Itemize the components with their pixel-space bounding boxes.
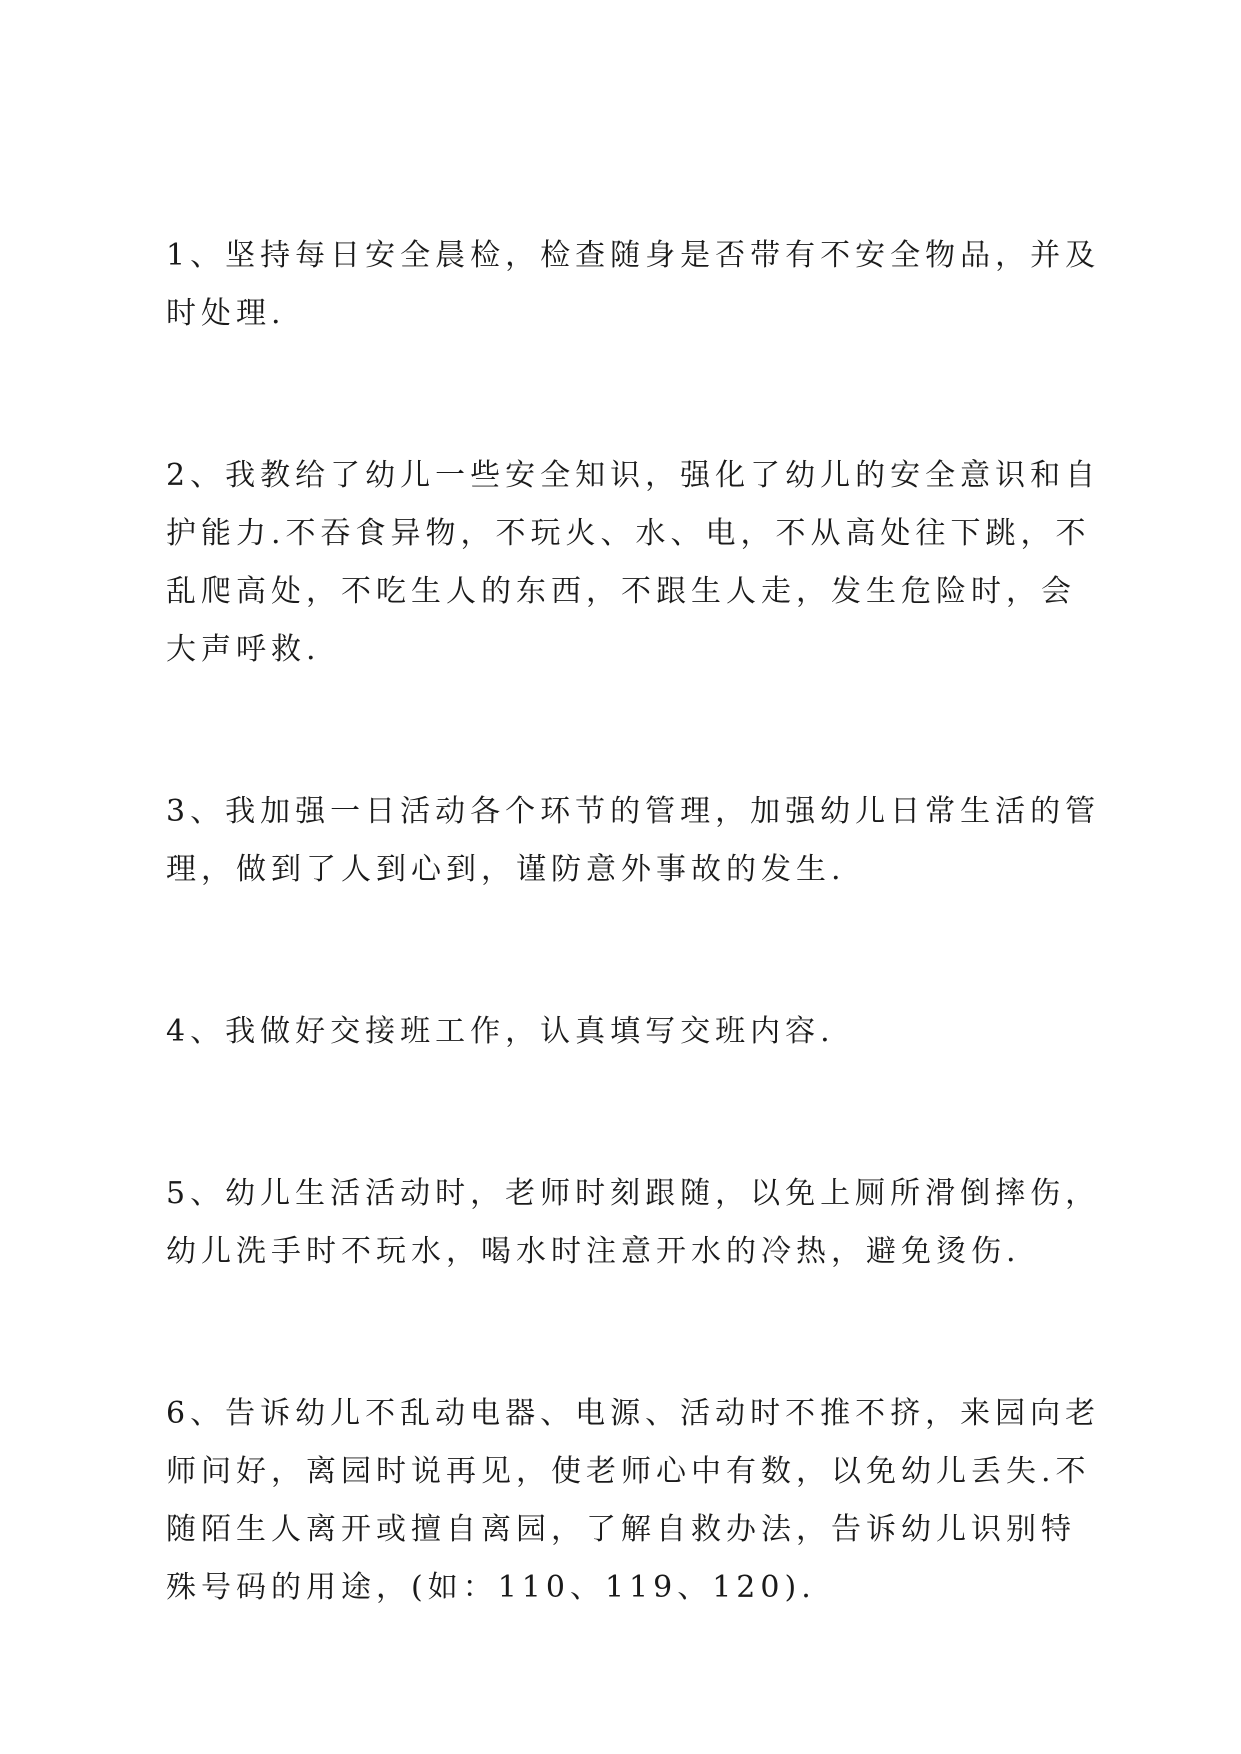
- paragraph-4: 4、我做好交接班工作，认真填写交班内容.: [166, 1014, 835, 1049]
- paragraph-1: 1、坚持每日安全晨检，检查随身是否带有不安全物品，并及时处理.: [166, 238, 1101, 331]
- paragraph-6: 6、告诉幼儿不乱动电器、电源、活动时不推不挤，来园向老师问好，离园时说再见，使老师心中有数，以免幼儿丢失.不随陌生人离开或擅自离园，了解自救办法，告诉幼儿识别特殊号码的用途，(如：110、119、120).: [166, 1396, 1101, 1605]
- paragraph-3: 3、我加强一日活动各个环节的管理，加强幼儿日常生活的管理，做到了人到心到，谨防意外事故的发生.: [166, 794, 1101, 887]
- paragraph-2: 2、我教给了幼儿一些安全知识，强化了幼儿的安全意识和自护能力.不吞食异物，不玩火、水、电，不从高处往下跳，不乱爬高处，不吃生人的东西，不跟生人走，发生危险时，会大声呼救.: [166, 458, 1101, 667]
- paragraph-5: 5、幼儿生活活动时，老师时刻跟随，以免上厕所滑倒摔伤，幼儿洗手时不玩水，喝水时注意开水的冷热，避免烫伤.: [166, 1176, 1101, 1269]
- document-body: [166, 227, 1101, 1617]
